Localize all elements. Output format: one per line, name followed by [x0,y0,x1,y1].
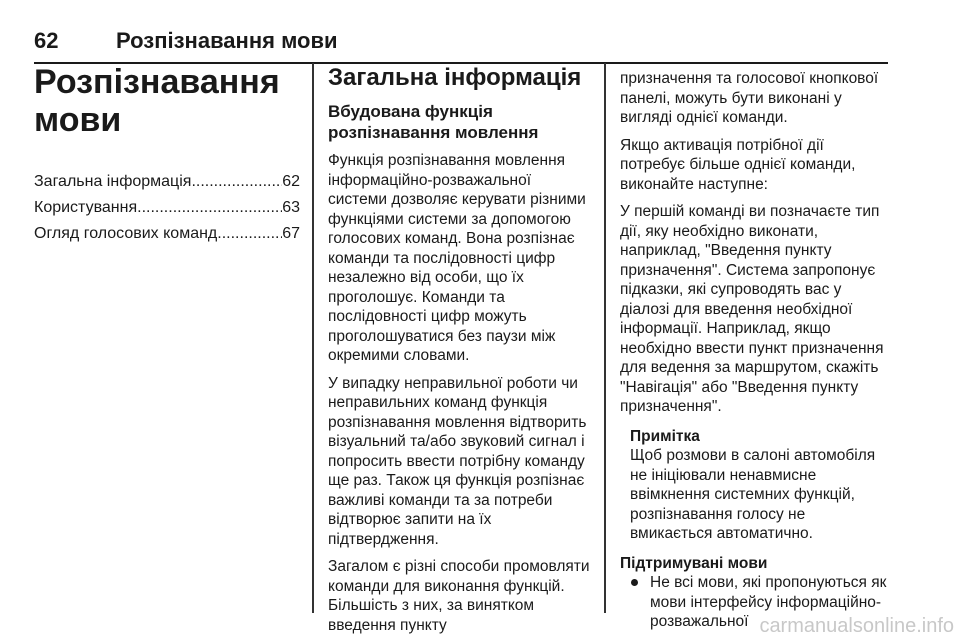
section-subtitle: Вбудована функція розпізнавання мовлення [328,102,539,142]
bullet-icon [631,579,638,586]
languages-title: Підтримувані мови [620,554,768,572]
body-paragraph: призначення та голосової кнопкової панелі, можуть бути виконані у вигляді однієї команди. [620,70,879,126]
toc-page: 63 [282,199,300,216]
toc-page: 67 [282,225,300,242]
chapter-title-line: мови [34,101,122,139]
column-divider [312,63,314,613]
toc-leader [217,221,282,247]
column-middle [328,63,594,635]
chapter-title-line: Розпізнавання [34,63,280,101]
body-paragraph: У першій команді ви позначаєте тип дії, яку необхідно виконати, наприклад, "Введення пункту призначення". Система запропонує підказки, які супроводять вас у діалозі для введення необхідної інформації. Наприклад, якщо необхідно ввести пункт призначення для ведення за маршрутом, скажіть "Навігація" або "Введення пункту призначення". [620,203,884,415]
note-box [630,427,888,544]
section-title: Загальна інформація [328,64,582,91]
toc-item[interactable] [34,169,300,195]
column-left [34,63,300,247]
list-item-text: Не всі мови, які пропонуються як мови інтерфейсу інформаційно-розважальної [650,574,887,630]
body-paragraph: Якщо активація потрібної дії потребує більше однієї команди, виконайте наступне: [620,136,856,193]
toc-page: 62 [282,173,300,190]
toc-label: Користування [34,199,138,216]
body-paragraph: Загалом є різні способи промовляти команди для виконання функцій. Більшість з них, за винятком введення пункту [328,558,590,634]
toc-label: Загальна інформація [34,173,192,190]
running-title: Розпізнавання мови [116,28,338,53]
toc-item[interactable] [34,221,300,247]
chapter-title [34,63,300,139]
column-right [620,63,888,632]
toc-leader [137,195,282,221]
body-paragraph: У випадку неправильної роботи чи неправильних команд функція розпізнавання мовлення відтворить візуальний та/або звуковий сигнал і попросить ввести потрібну команду ще раз. Також ця функція розпізнає важливі команди та за потреби відтворює запити на їх підтвердження. [328,374,587,548]
page-number: 62 [34,28,59,53]
toc-item[interactable] [34,195,300,221]
page-header [34,20,888,60]
toc-leader [191,169,282,195]
body-paragraph: Функція розпізнавання мовлення інформаційно-розважальної системи дозволяє керувати різними функціями системи за допомогою голосових команд. Вона розпізнає команди та послідовності цифр незалежно від особи, що їх проголошує. Команди та послідовності цифр можуть проголошуватися без паузи між окремими словами. [328,152,586,364]
note-title: Примітка [630,427,700,445]
column-divider [604,63,606,613]
note-body: Щоб розмови в салоні автомобіля не ініціювали ненавмисне ввімкнення системних функцій, розпізнавання голосу не вмикається автоматично. [630,447,876,542]
toc-label: Огляд голосових команд [34,225,218,242]
watermark: carmanualsonline.info [759,615,954,637]
table-of-contents [34,169,300,247]
